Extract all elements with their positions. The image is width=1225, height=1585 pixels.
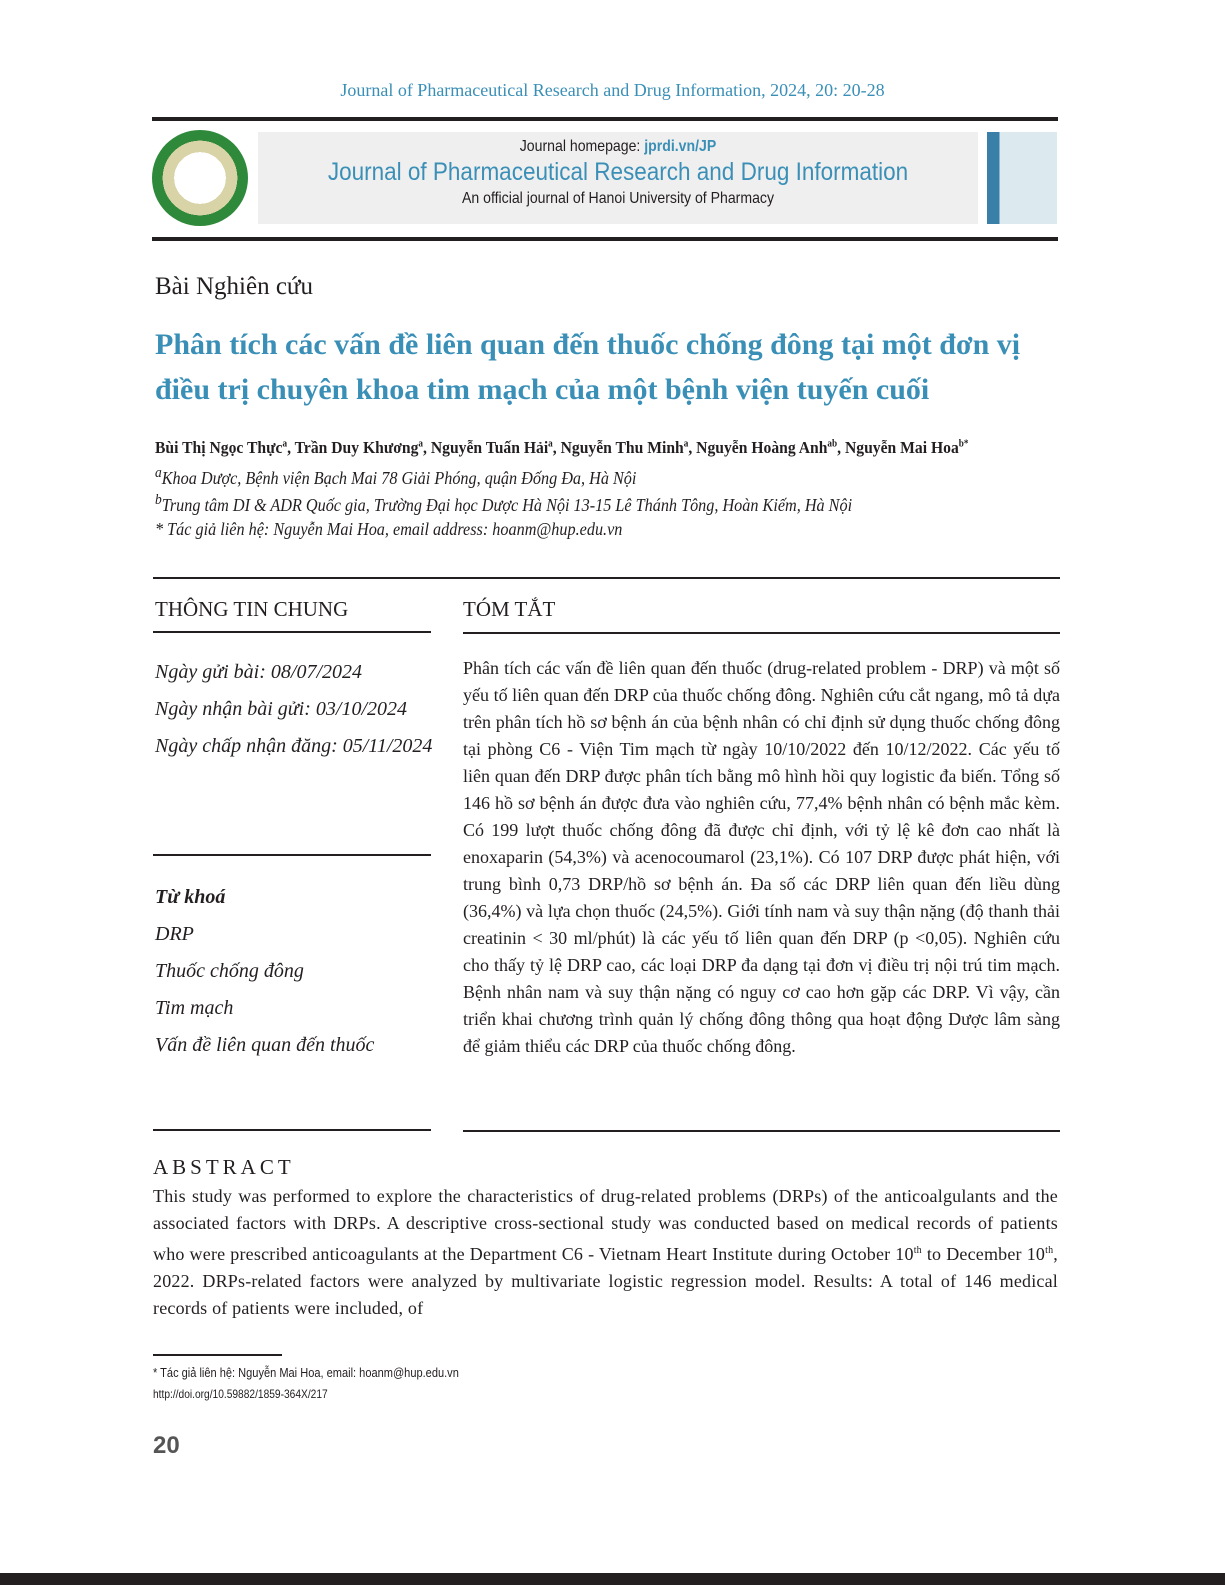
info-heading: THÔNG TIN CHUNG: [155, 597, 349, 621]
official-note: An official journal of Hanoi University of Pharmacy: [462, 190, 774, 207]
author-list: Bùi Thị Ngọc Thực$^a$, Trần Duy Khương$^a$, Nguyễn Tuấn Hải$^a$, Nguyễn Thu Minh$^a$, Nguyễn Hoàng Anh$^{ab}$, Nguyễn Mai Hoa$^{b*}$: [155, 438, 969, 457]
author: Nguyễn Mai Hoa$^{b*}$: [844, 438, 969, 457]
date-accepted: Ngày chấp nhận đăng: 05/11/2024: [155, 735, 433, 757]
abstract-text: This study was performed to explore the characteristics of drug-related problems (DRPs) of the anticoalgulants and the associated factors with DRPs. A descriptive cross-sectional study was conducted based on medical records of patients who were prescribed anticoagulants at the Department C6 - Vietnam Heart Institute during October 10th to December 10th, 2022. DRPs-related factors were analyzed by multivariate logistic regression model. Results: A total of 146 medical records of patients were included, of: [153, 1186, 1058, 1318]
summary-text: Phân tích các vấn đề liên quan đến thuốc (drug-related problem - DRP) và một số yếu tố liên quan đến DRP của thuốc chống đông. Nghiên cứu cắt ngang, mô tả dựa trên phân tích hồ sơ bệnh án của bệnh nhân có chỉ định sử dụng thuốc chống đông tại phòng C6 - Viện Tim mạch từ ngày 10/10/2022 đến 10/12/2022. Các yếu tố liên quan đến DRP được phân tích bằng mô hình hồi quy logistic đa biến. Tổng số 146 hồ sơ bệnh án được đưa vào nghiên cứu, 77,4% bệnh nhân có bệnh mắc kèm. Có 199 lượt thuốc chống đông đã được chỉ định, với tỷ lệ kê đơn cao nhất là enoxaparin (54,3%) và acenocoumarol (23,1%). Có 107 DRP được phát hiện, với trung bình 0,73 DRP/hồ sơ bệnh án. Đa số các DRP liên quan đến liều dùng (36,4%) và lựa chọn thuốc (24,5%). Giới tính nam và suy thận nặng (độ thanh thải creatinin < 30 ml/phút) là các yếu tố liên quan đến DRP (p <0,05). Nghiên cứu cho thấy tỷ lệ DRP cao, các loại DRP đa dạng tại đơn vị điều trị nội trú tim mạch. Bệnh nhân nam và suy thận nặng có nguy cơ cao hơn gặp các DRP. Vì vậy, cần triển khai chương trình quản lý chống đông thông qua hoạt động Dược lâm sàng để giảm thiểu các DRP của thuốc chống đông.: [463, 658, 1060, 1056]
corresponding-author: * Tác giả liên hệ: Nguyễn Mai Hoa, email address: hoanm@hup.edu.vn: [155, 519, 623, 539]
author: Bùi Thị Ngọc Thực$^a$: [155, 438, 288, 457]
header-rule-top: [152, 117, 1058, 121]
page-number: 20: [153, 1432, 180, 1459]
keywords-heading: Từ khoá: [155, 886, 226, 908]
keyword: DRP: [155, 923, 194, 945]
footnote-rule: [153, 1354, 282, 1356]
header-rule-bottom: [152, 237, 1058, 241]
university-logo: [152, 130, 248, 226]
author: Nguyễn Tuấn Hải$^a$: [430, 438, 553, 457]
summary-heading: TÓM TẮT: [463, 597, 556, 621]
summary-rule: [463, 632, 1060, 634]
section-rule: [153, 577, 1060, 579]
keywords-rule-top: [153, 854, 431, 856]
summary-rule-bottom: [463, 1130, 1060, 1132]
running-header: Journal of Pharmaceutical Research and Drug Information, 2024, 20: 20-28: [340, 80, 885, 100]
homepage-label: Journal homepage:: [519, 138, 645, 155]
keywords: [155, 886, 374, 1071]
journal-cover-image: [987, 132, 1057, 224]
author: Nguyễn Hoàng Anh$^{ab}$: [696, 438, 838, 457]
keywords-rule-bottom: [153, 1129, 431, 1131]
author: Trần Duy Khương$^a$: [294, 438, 424, 457]
article-dates: [155, 661, 432, 772]
date-revised: Ngày nhận bài gửi: 03/10/2024: [155, 698, 408, 720]
date-submitted: Ngày gửi bài: 08/07/2024: [155, 661, 363, 683]
affiliation-a: $^a$Khoa Dược, Bệnh viện Bạch Mai 78 Giải Phóng, quận Đống Đa, Hà Nội: [155, 465, 637, 488]
article-title: Phân tích các vấn đề liên quan đến thuốc chống đông tại một đơn vị điều trị chuyên khoa tim mạch của một bệnh viện tuyến cuối: [155, 328, 1021, 406]
info-rule: [153, 631, 431, 633]
keyword: Tim mạch: [155, 997, 234, 1019]
homepage-link[interactable]: jprdi.vn/JP: [644, 138, 717, 155]
article-category: Bài Nghiên cứu: [155, 273, 313, 300]
footnote-corresponding: * Tác giả liên hệ: Nguyễn Mai Hoa, email: hoanm@hup.edu.vn: [153, 1365, 459, 1380]
journal-name: Journal of Pharmaceutical Research and Drug Information: [327, 158, 909, 186]
doi-link[interactable]: http://doi.org/10.59882/1859-364X/217: [153, 1387, 328, 1401]
keyword: Thuốc chống đông: [155, 960, 304, 982]
author: Nguyễn Thu Minh$^a$: [560, 438, 689, 457]
affiliation-b: $^b$Trung tâm DI & ADR Quốc gia, Trường Đại học Dược Hà Nội 13-15 Lê Thánh Tông, Hoàn Kiếm, Hà Nội: [155, 492, 853, 515]
journal-banner: [258, 132, 978, 224]
abstract-heading: ABSTRACT: [153, 1155, 295, 1179]
bottom-bar: [0, 1573, 1225, 1585]
keyword: Vấn đề liên quan đến thuốc: [155, 1034, 375, 1056]
